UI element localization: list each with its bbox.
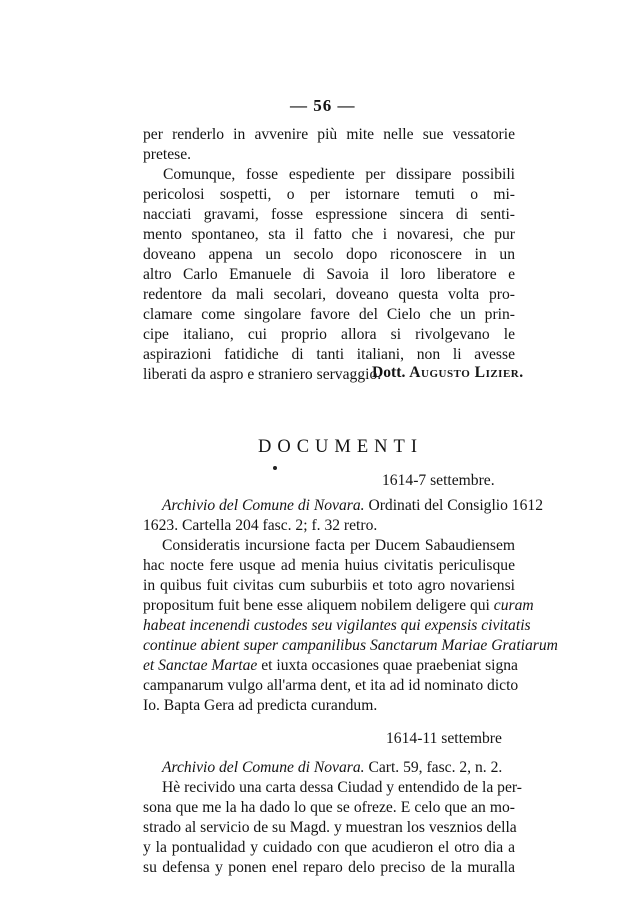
essay-line: Comunque, fosse espediente per dissipare possibili [163, 166, 515, 183]
doc1-italic-line: habeat incenendi custodes seu vigilantes qui expensis civitatis [143, 617, 531, 634]
doc1-source [162, 496, 543, 516]
essay-line: aspirazioni fatidiche di tanti italiani, non li avesse [143, 346, 515, 363]
essay-line: redentore da mali secolari, doveano questa volta pro- [143, 286, 515, 303]
doc2-body-line: Hè recivido una carta dessa Ciudad y entendido de la per- [162, 779, 522, 796]
doc1-tail-line: Io. Bapta Gera ad predicta curandum. [143, 697, 378, 714]
essay-line: liberati da aspro e straniero servaggio. [143, 366, 382, 383]
essay-line: pretese. [143, 146, 192, 163]
essay-line: cipe italiano, cui proprio allora si rivolgevano le [143, 326, 515, 343]
essay-line: mento spontaneo, sta il fatto che i novaresi, che pur [143, 226, 515, 243]
doc1-italic-line: continue abient super campanilibus Sanctarum Mariae Gratiarum [143, 637, 558, 654]
doc1-body-text: propositum fuit bene esse aliquem nobilem deligere qui [143, 597, 490, 614]
doc2-source-archive: Archivio del Comune di Novara. [162, 759, 365, 776]
doc1-body-line: in quibus fuit civitas cum suburbiis et toto agro novariensi [143, 577, 515, 594]
essay-line: per renderlo in avvenire più mite nelle sue vessatorie [143, 126, 515, 143]
doc1-body-line: Consideratis incursione facta per Ducem Sabaudiensem [162, 537, 515, 554]
page-number: — 56 — [290, 96, 356, 115]
doc1-body-line: hac nocte fere usque ad menia huius civitatis periculisque [143, 557, 515, 574]
doc2-body-line: sona que me la ha dado lo que se ofreze. E celo que an mo- [143, 799, 515, 816]
doc1-source-archive: Archivio del Comune di Novara. [162, 497, 365, 514]
doc1-source-rest: Ordinati del Consiglio 1612 [364, 497, 543, 514]
doc2-body-line: y la pontualidad y cuidado con que acudieron el otro dia a [143, 839, 515, 856]
doc2-source [162, 758, 515, 778]
doc1-mixed-italic: et Sanctae Martae [143, 657, 258, 674]
essay-line: altro Carlo Emanuele di Savoia il loro liberatore e [143, 266, 515, 283]
documents-heading: DOCUMENTI [258, 437, 423, 457]
doc1-body-line [143, 596, 534, 616]
doc1-tail-line: campanarum vulgo all'arma dent, et ita ad id nominato dicto [143, 677, 519, 694]
author-prefix: Dott. [372, 364, 406, 381]
essay-line: nacciati gravami, fosse espressione sincera di senti- [143, 206, 515, 223]
doc1-source-line2: 1623. Cartella 204 fasc. 2; f. 32 retro. [143, 517, 378, 534]
essay-line: pericolosi sospetti, o per istornare temuti o mi- [143, 186, 515, 203]
doc1-mixed-rest: et iuxta occasiones quae praebeniat signa [257, 657, 518, 674]
doc1-body-italic: curam [489, 597, 534, 614]
essay-line: clamare come singolare favore del Cielo che un prin- [143, 306, 515, 323]
doc2-body-line: strado al servicio de su Magd. y muestran los vesznios della [143, 819, 517, 836]
doc2-date: 1614-11 settembre [386, 730, 502, 747]
ornament-dot [273, 466, 277, 470]
doc2-body-line: su defensa y ponen enel reparo delo preciso de la muralla [143, 859, 515, 876]
doc1-date: 1614-7 settembre. [382, 472, 495, 489]
essay-line: doveano appena un secolo dopo riconoscere in un [143, 246, 515, 263]
doc2-source-rest: Cart. 59, fasc. 2, n. 2. [364, 759, 503, 776]
doc1-mixed-line [143, 656, 518, 676]
author-name: Augusto Lizier. [409, 364, 524, 381]
author-signature [372, 364, 524, 382]
